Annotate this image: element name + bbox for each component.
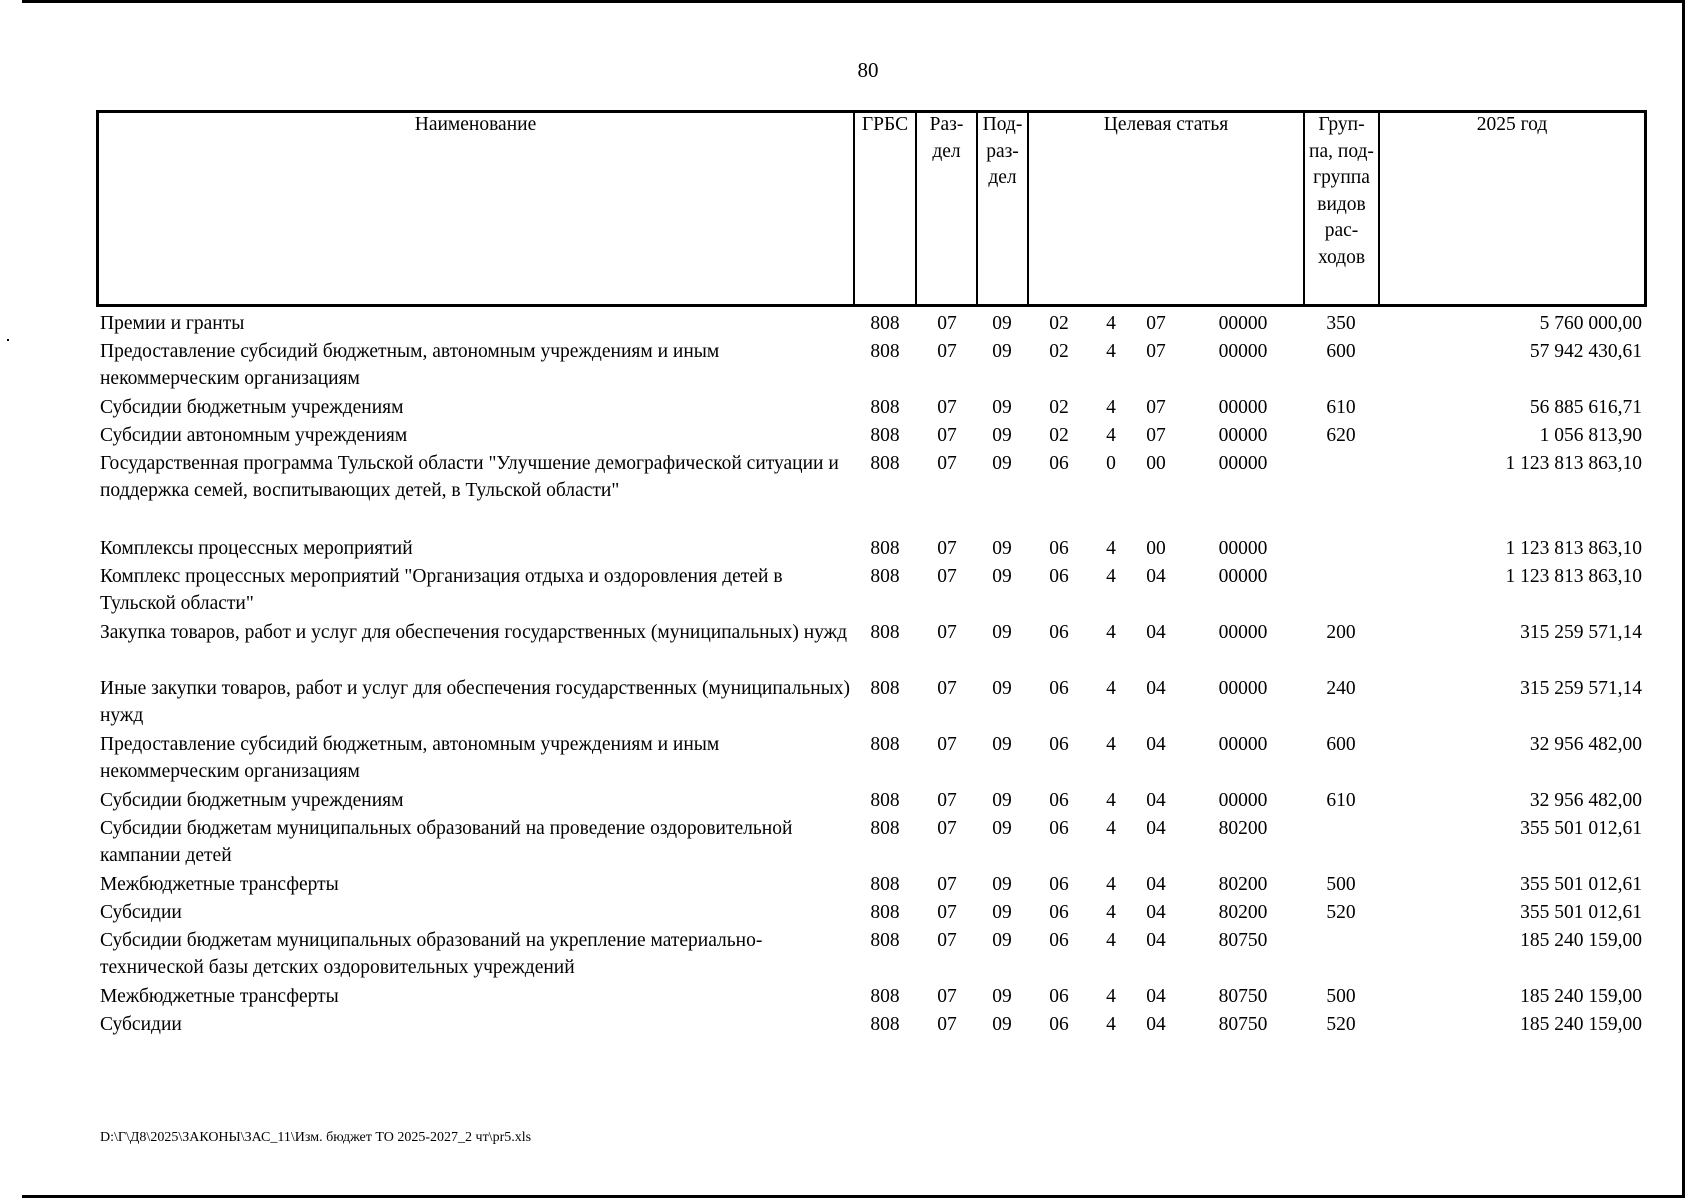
row-razdel: 07 xyxy=(937,397,957,418)
row-amount: 5 760 000,00 xyxy=(1539,313,1642,334)
row-podrazdel: 09 xyxy=(992,986,1012,1007)
row-name: Субсидии бюджетным учреждениям xyxy=(100,790,404,811)
row-amount: 185 240 159,00 xyxy=(1520,986,1642,1007)
row-razdel: 07 xyxy=(937,1014,957,1035)
row-target-program: 06 xyxy=(1049,986,1069,1007)
row-razdel: 07 xyxy=(937,313,957,334)
row-target-program: 06 xyxy=(1049,930,1069,951)
row-razdel: 07 xyxy=(937,902,957,923)
row-target-direction: 00000 xyxy=(1218,313,1268,334)
row-razdel: 07 xyxy=(937,622,957,643)
row-target-subprogram: 00 xyxy=(1146,453,1166,474)
row-podrazdel: 09 xyxy=(992,622,1012,643)
row-target-type: 4 xyxy=(1106,930,1116,951)
row-amount: 1 123 813 863,10 xyxy=(1505,566,1642,587)
header-podrazdel: Под- раз- дел xyxy=(982,114,1023,188)
row-grbs: 808 xyxy=(870,986,900,1007)
row-grbs: 808 xyxy=(870,622,900,643)
row-target-subprogram: 00 xyxy=(1146,538,1166,559)
scan-speck xyxy=(7,339,9,341)
row-grbs: 808 xyxy=(870,538,900,559)
row-grbs: 808 xyxy=(870,313,900,334)
row-podrazdel: 09 xyxy=(992,874,1012,895)
row-target-subprogram: 04 xyxy=(1146,678,1166,699)
row-podrazdel: 09 xyxy=(992,902,1012,923)
row-grbs: 808 xyxy=(870,734,900,755)
row-grbs: 808 xyxy=(870,425,900,446)
row-target-direction: 00000 xyxy=(1218,734,1268,755)
row-podrazdel: 09 xyxy=(992,678,1012,699)
row-name: Субсидии автономным учреждениям xyxy=(100,425,408,446)
header-year: 2025 год xyxy=(1476,114,1548,135)
row-target-type: 4 xyxy=(1106,986,1116,1007)
row-podrazdel: 09 xyxy=(992,734,1012,755)
scan-border-right xyxy=(1682,0,1685,1198)
row-name: Премии и гранты xyxy=(100,313,245,334)
row-target-type: 4 xyxy=(1106,566,1116,587)
row-target-type: 4 xyxy=(1106,538,1116,559)
row-target-program: 06 xyxy=(1049,790,1069,811)
row-expense-group: 610 xyxy=(1326,790,1356,811)
row-target-direction: 00000 xyxy=(1218,425,1268,446)
row-target-subprogram: 07 xyxy=(1146,313,1166,334)
row-amount: 185 240 159,00 xyxy=(1520,930,1642,951)
row-name: Субсидии бюджетам муниципальных образований на проведение оздоровительной кампании детей xyxy=(100,818,793,866)
row-amount: 315 259 571,14 xyxy=(1520,622,1642,643)
row-target-direction: 00000 xyxy=(1218,341,1268,362)
row-target-direction: 80750 xyxy=(1218,1014,1268,1035)
row-target-program: 06 xyxy=(1049,1014,1069,1035)
row-name: Иные закупки товаров, работ и услуг для обеспечения государственных (муниципальных) нужд xyxy=(100,678,851,726)
row-grbs: 808 xyxy=(870,397,900,418)
row-name: Межбюджетные трансферты xyxy=(100,874,339,895)
row-target-type: 4 xyxy=(1106,622,1116,643)
row-target-direction: 00000 xyxy=(1218,566,1268,587)
row-grbs: 808 xyxy=(870,930,900,951)
row-name: Субсидии бюджетам муниципальных образований на укрепление материально-технической базы детских оздоровительных учреждений xyxy=(100,930,763,978)
row-target-program: 02 xyxy=(1049,313,1069,334)
row-target-subprogram: 04 xyxy=(1146,790,1166,811)
row-name: Закупка товаров, работ и услуг для обеспечения государственных (муниципальных) нужд xyxy=(100,622,848,643)
row-grbs: 808 xyxy=(870,341,900,362)
row-grbs: 808 xyxy=(870,790,900,811)
row-razdel: 07 xyxy=(937,566,957,587)
row-target-subprogram: 04 xyxy=(1146,622,1166,643)
row-target-type: 4 xyxy=(1106,397,1116,418)
header-name: Наименование xyxy=(414,114,537,135)
row-target-program: 06 xyxy=(1049,538,1069,559)
row-podrazdel: 09 xyxy=(992,425,1012,446)
row-razdel: 07 xyxy=(937,341,957,362)
row-target-type: 4 xyxy=(1106,734,1116,755)
row-target-program: 02 xyxy=(1049,425,1069,446)
row-name: Комплекс процессных мероприятий "Организация отдыха и оздоровления детей в Тульской области" xyxy=(100,566,783,614)
row-target-subprogram: 04 xyxy=(1146,930,1166,951)
row-target-direction: 00000 xyxy=(1218,678,1268,699)
row-target-direction: 00000 xyxy=(1218,622,1268,643)
row-razdel: 07 xyxy=(937,734,957,755)
row-target-program: 06 xyxy=(1049,622,1069,643)
row-podrazdel: 09 xyxy=(992,818,1012,839)
row-target-direction: 80200 xyxy=(1218,874,1268,895)
row-target-type: 4 xyxy=(1106,790,1116,811)
row-target-type: 4 xyxy=(1106,313,1116,334)
row-amount: 355 501 012,61 xyxy=(1520,874,1642,895)
row-podrazdel: 09 xyxy=(992,930,1012,951)
row-target-program: 02 xyxy=(1049,341,1069,362)
row-target-type: 4 xyxy=(1106,1014,1116,1035)
row-expense-group: 240 xyxy=(1326,678,1356,699)
row-target-direction: 80750 xyxy=(1218,930,1268,951)
row-grbs: 808 xyxy=(870,566,900,587)
row-target-type: 4 xyxy=(1106,425,1116,446)
row-expense-group: 600 xyxy=(1326,341,1356,362)
page-number: 80 xyxy=(857,58,879,82)
row-amount: 32 956 482,00 xyxy=(1529,734,1642,755)
row-target-subprogram: 04 xyxy=(1146,566,1166,587)
row-amount: 185 240 159,00 xyxy=(1520,1014,1642,1035)
row-amount: 56 885 616,71 xyxy=(1529,397,1642,418)
row-razdel: 07 xyxy=(937,790,957,811)
header-target-article: Целевая статья xyxy=(1103,114,1229,135)
row-name: Межбюджетные трансферты xyxy=(100,986,339,1007)
row-name: Предоставление субсидий бюджетным, автономным учреждениям и иным некоммерческим организациям xyxy=(100,734,720,782)
row-amount: 315 259 571,14 xyxy=(1520,678,1642,699)
row-expense-group: 200 xyxy=(1326,622,1356,643)
row-razdel: 07 xyxy=(937,874,957,895)
row-expense-group: 500 xyxy=(1326,874,1356,895)
row-expense-group: 520 xyxy=(1326,902,1356,923)
row-name: Субсидии xyxy=(100,902,182,923)
scan-border-top xyxy=(22,0,1684,3)
row-target-type: 4 xyxy=(1106,678,1116,699)
header-divider xyxy=(853,110,855,307)
scan-border-bottom xyxy=(22,1195,1685,1198)
row-target-direction: 80750 xyxy=(1218,986,1268,1007)
row-expense-group: 500 xyxy=(1326,986,1356,1007)
row-amount: 1 123 813 863,10 xyxy=(1505,538,1642,559)
row-grbs: 808 xyxy=(870,678,900,699)
row-podrazdel: 09 xyxy=(992,397,1012,418)
row-razdel: 07 xyxy=(937,986,957,1007)
row-target-direction: 00000 xyxy=(1218,397,1268,418)
row-target-direction: 80200 xyxy=(1218,902,1268,923)
row-amount: 355 501 012,61 xyxy=(1520,818,1642,839)
row-grbs: 808 xyxy=(870,902,900,923)
row-razdel: 07 xyxy=(937,678,957,699)
row-target-program: 02 xyxy=(1049,397,1069,418)
row-razdel: 07 xyxy=(937,538,957,559)
header-grbs: ГРБС xyxy=(861,114,909,135)
row-target-direction: 00000 xyxy=(1218,453,1268,474)
row-grbs: 808 xyxy=(870,818,900,839)
row-podrazdel: 09 xyxy=(992,341,1012,362)
header-divider xyxy=(1027,110,1029,307)
row-target-program: 06 xyxy=(1049,818,1069,839)
row-podrazdel: 09 xyxy=(992,790,1012,811)
row-podrazdel: 09 xyxy=(992,313,1012,334)
row-razdel: 07 xyxy=(937,818,957,839)
row-target-subprogram: 04 xyxy=(1146,734,1166,755)
row-target-program: 06 xyxy=(1049,678,1069,699)
row-target-direction: 80200 xyxy=(1218,818,1268,839)
row-podrazdel: 09 xyxy=(992,566,1012,587)
row-target-subprogram: 04 xyxy=(1146,902,1166,923)
row-target-subprogram: 04 xyxy=(1146,818,1166,839)
row-target-program: 06 xyxy=(1049,874,1069,895)
row-amount: 32 956 482,00 xyxy=(1529,790,1642,811)
row-amount: 1 123 813 863,10 xyxy=(1505,453,1642,474)
row-expense-group: 600 xyxy=(1326,734,1356,755)
row-target-direction: 00000 xyxy=(1218,790,1268,811)
row-expense-group: 610 xyxy=(1326,397,1356,418)
row-amount: 355 501 012,61 xyxy=(1520,902,1642,923)
row-target-type: 4 xyxy=(1106,902,1116,923)
row-podrazdel: 09 xyxy=(992,1014,1012,1035)
row-razdel: 07 xyxy=(937,930,957,951)
row-target-program: 06 xyxy=(1049,734,1069,755)
row-target-subprogram: 04 xyxy=(1146,874,1166,895)
row-amount: 1 056 813,90 xyxy=(1539,425,1642,446)
row-amount: 57 942 430,61 xyxy=(1529,341,1642,362)
row-grbs: 808 xyxy=(870,453,900,474)
row-target-subprogram: 07 xyxy=(1146,425,1166,446)
row-target-program: 06 xyxy=(1049,453,1069,474)
row-target-subprogram: 04 xyxy=(1146,1014,1166,1035)
row-expense-group: 620 xyxy=(1326,425,1356,446)
row-podrazdel: 09 xyxy=(992,538,1012,559)
row-target-program: 06 xyxy=(1049,902,1069,923)
row-expense-group: 350 xyxy=(1326,313,1356,334)
row-target-subprogram: 07 xyxy=(1146,397,1166,418)
row-target-direction: 00000 xyxy=(1218,538,1268,559)
row-target-subprogram: 07 xyxy=(1146,341,1166,362)
row-name: Комплексы процессных мероприятий xyxy=(100,538,413,559)
row-target-program: 06 xyxy=(1049,566,1069,587)
row-target-type: 4 xyxy=(1106,341,1116,362)
row-razdel: 07 xyxy=(937,453,957,474)
header-divider xyxy=(1378,110,1380,307)
row-name: Предоставление субсидий бюджетным, автономным учреждениям и иным некоммерческим организациям xyxy=(100,341,720,389)
row-target-type: 0 xyxy=(1106,453,1116,474)
row-name: Субсидии xyxy=(100,1014,182,1035)
row-grbs: 808 xyxy=(870,1014,900,1035)
row-expense-group: 520 xyxy=(1326,1014,1356,1035)
row-target-subprogram: 04 xyxy=(1146,986,1166,1007)
row-target-type: 4 xyxy=(1106,818,1116,839)
row-name: Государственная программа Тульской области "Улучшение демографической ситуации и поддержка семей, воспитывающих детей, в Тульской области" xyxy=(100,453,839,501)
header-razdel: Раз- дел xyxy=(929,114,964,162)
row-grbs: 808 xyxy=(870,874,900,895)
header-expense-group: Груп- па, под- группа видов рас- ходов xyxy=(1309,114,1374,268)
row-razdel: 07 xyxy=(937,425,957,446)
row-podrazdel: 09 xyxy=(992,453,1012,474)
row-name: Субсидии бюджетным учреждениям xyxy=(100,397,404,418)
row-target-type: 4 xyxy=(1106,874,1116,895)
file-path-footer: D:\Г\Д8\2025\ЗАКОНЫ\ЗАС_11\Изм. бюджет ТО 2025-2027_2 чт\pr5.xls xyxy=(100,1130,532,1145)
table-header-box xyxy=(96,110,1647,307)
